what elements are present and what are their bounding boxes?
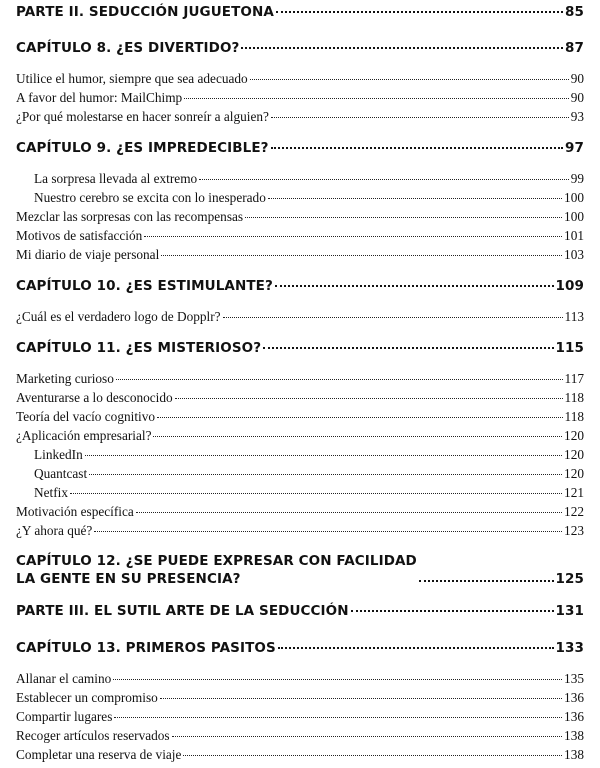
toc-title: Utilice el humor, siempre que sea adecuado [16,71,248,86]
page-number: 123 [564,523,584,538]
toc-title: ¿Por qué molestarse en hacer sonreír a alguien? [16,109,269,124]
page-number: 120 [564,428,584,443]
toc-title: ¿Y ahora qué? [16,523,93,538]
dot-leader [199,179,569,180]
toc-entry [16,428,584,444]
page-number: 109 [555,278,584,294]
toc-title: Completar una reserva de viaje [16,747,182,762]
toc-title: CAPÍTULO 10. ¿ES ESTIMULANTE? [16,278,273,294]
toc-title: CAPÍTULO 11. ¿ES MISTERIOSO? [16,340,262,356]
dot-leader [275,285,554,287]
toc-title: CAPÍTULO 9. ¿ES IMPREDECIBLE? [16,140,269,156]
page-number: 90 [570,90,584,105]
dot-leader [144,236,562,237]
dot-leader [223,317,563,318]
dot-leader [241,47,563,49]
page-number: 117 [564,371,584,386]
toc-title: Motivos de satisfacción [16,228,143,243]
dot-leader [114,717,562,718]
page-number: 135 [564,671,584,686]
toc-heading [16,552,584,588]
page-number: 93 [570,109,584,124]
dot-leader [351,610,554,612]
toc-entry [16,709,584,725]
page-number: 113 [564,309,584,324]
dot-leader [94,531,562,532]
toc-entry [16,309,584,325]
dot-leader [245,217,562,218]
toc-title-line2: LA GENTE EN SU PRESENCIA? [16,571,241,587]
toc-entry [16,71,584,87]
toc-title: Allanar el camino [16,671,112,686]
dot-leader [271,117,569,118]
dot-leader [85,455,562,456]
toc-heading [16,40,584,56]
dot-leader [263,347,553,349]
toc-entry [16,209,584,225]
page-number: 85 [565,4,584,20]
toc-title: Mezclar las sorpresas con las recompensas [16,209,244,224]
page-number: 115 [555,340,584,356]
dot-leader [113,679,562,680]
dot-leader [183,755,562,756]
page-number: 120 [564,447,584,462]
toc-title: Motivación específica [16,504,134,519]
page-number: 100 [564,190,584,205]
dot-leader [136,512,562,513]
toc-entry [16,190,584,206]
toc-title: Teoría del vacío cognitivo [16,409,156,424]
toc-entry [16,523,584,539]
toc-title: La sorpresa llevada al extremo [34,171,198,186]
toc-title: Marketing curioso [16,371,114,386]
dot-leader [89,474,562,475]
toc-heading [16,278,584,294]
toc-title: ¿Aplicación empresarial? [16,428,152,443]
dot-leader [153,436,562,437]
toc-title: Mi diario de viaje personal [16,247,160,262]
toc-entry [16,247,584,263]
dot-leader [116,379,563,380]
toc-title [16,552,417,588]
toc-title: Quantcast [34,466,88,481]
toc-entry [16,90,584,106]
toc-title: PARTE III. EL SUTIL ARTE DE LA SEDUCCIÓN [16,603,349,619]
dot-leader [250,79,569,80]
page-number: 100 [564,209,584,224]
toc-entry [16,371,584,387]
toc-entry [16,728,584,744]
dot-leader [175,398,563,399]
dot-leader [70,493,562,494]
page-number: 118 [564,390,584,405]
toc-entry [16,690,584,706]
page-number: 97 [565,140,584,156]
toc-entry [16,485,584,501]
toc-heading [16,4,584,20]
page-number: 103 [564,247,584,262]
dot-leader [172,736,562,737]
toc-title: ¿Cuál es el verdadero logo de Dopplr? [16,309,221,324]
page-number: 118 [564,409,584,424]
page-number: 136 [564,709,584,724]
page-number: 90 [570,71,584,86]
toc-title: A favor del humor: MailChimp [16,90,183,105]
toc-heading [16,603,584,619]
dot-leader [419,580,554,582]
dot-leader [184,98,569,99]
toc-title: Netfix [34,485,68,500]
page-number: 99 [570,171,584,186]
toc-title: Compartir lugares [16,709,113,724]
page-number: 136 [564,690,584,705]
toc-heading [16,640,584,656]
toc-heading [16,140,584,156]
toc-title-line1: CAPÍTULO 12. ¿SE PUEDE EXPRESAR CON FACILIDAD [16,553,417,569]
dot-leader [157,417,563,418]
dot-leader [268,198,562,199]
toc-title: Recoger artículos reservados [16,728,170,743]
page-number: 121 [564,485,584,500]
dot-leader [161,255,562,256]
toc-title: Establecer un compromiso [16,690,158,705]
toc-title: Nuestro cerebro se excita con lo inesperado [34,190,266,205]
toc-entry [16,409,584,425]
toc-title: PARTE II. SEDUCCIÓN JUGUETONA [16,4,274,20]
toc-title: CAPÍTULO 13. PRIMEROS PASITOS [16,640,276,656]
dot-leader [271,147,563,149]
toc-entry [16,447,584,463]
toc-entry [16,504,584,520]
page-number: 87 [565,40,584,56]
toc-entry [16,747,584,763]
page-number: 120 [564,466,584,481]
toc-heading [16,340,584,356]
toc-entry [16,109,584,125]
toc-entry [16,671,584,687]
toc-title: Aventurarse a lo desconocido [16,390,173,405]
page-number: 138 [564,728,584,743]
toc-entry [16,466,584,482]
page-number: 122 [564,504,584,519]
toc-title: LinkedIn [34,447,83,462]
page-number: 133 [555,640,584,656]
toc-entry [16,228,584,244]
dot-leader [278,647,554,649]
page-number: 101 [564,228,584,243]
page-number: 131 [555,603,584,619]
toc-entry [16,171,584,187]
dot-leader [160,698,562,699]
page-number: 138 [564,747,584,762]
toc-title: CAPÍTULO 8. ¿ES DIVERTIDO? [16,40,240,56]
toc-entry [16,390,584,406]
dot-leader [276,11,563,13]
page-number: 125 [555,571,584,587]
